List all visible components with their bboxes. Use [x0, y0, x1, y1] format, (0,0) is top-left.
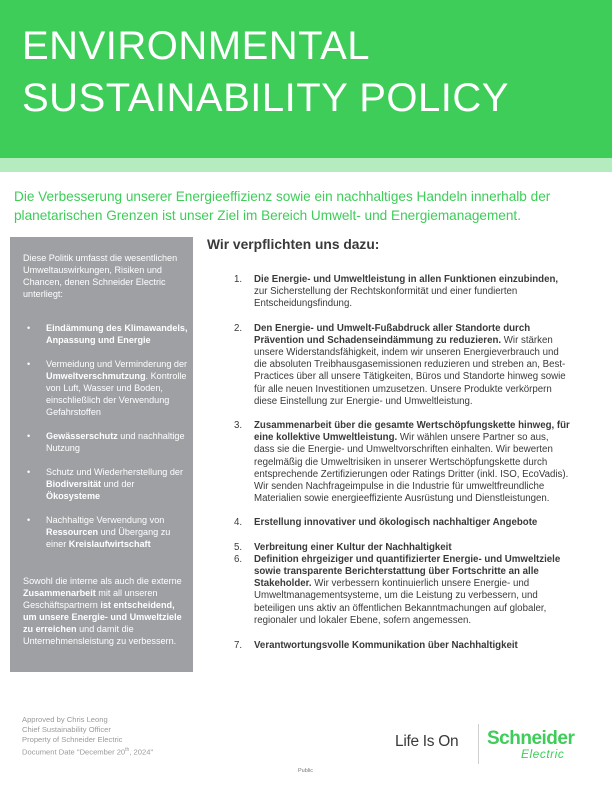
property-note: Property of Schneider Electric [22, 735, 123, 744]
header-banner [0, 0, 612, 158]
page-title-line2: SUSTAINABILITY POLICY [22, 76, 509, 120]
logo-word-schneider: Schneider [487, 728, 575, 749]
bullet-icon: • [27, 431, 31, 441]
approval-block [22, 715, 153, 758]
commitment-item: 7. Verantwortungsvolle Kommunikation über Nachhaltigkeit [234, 640, 518, 652]
commitment-item: 1. Die Energie- und Umweltleistung in allen Funktionen einzubinden, zur Sicherstellung der Rechtskonformität und einer fundierten Entscheidungsfindung. [234, 274, 559, 310]
commitments-list [234, 274, 570, 652]
scope-item-pollution: • Vermeidung und Verminderung der Umweltverschmutzung. Kontrolle von Luft, Wasser und Boden, einschließlich der Verwendung Gefahrstoffen [27, 359, 188, 417]
approver-role: Chief Sustainability Officer [22, 725, 111, 734]
sidebar-intro: Diese Politik umfasst die wesentlichen Umweltauswirkungen, Risiken und Chancen, denen Schneider Electric unterliegt: [23, 253, 178, 299]
sidebar-outro: Sowohl die interne als auch die externe Zusammenarbeit mit all unseren Geschäftspartnern ist entscheidend, um unsere Energie- und Umweltziele zu erreichen und damit die Unternehmensleistung zu verbessern. [23, 576, 182, 646]
commitments-heading: Wir verpflichten uns dazu: [207, 237, 380, 252]
scope-list [24, 322, 190, 562]
commitment-item: 6. Definition ehrgeiziger und quantifizierter Energie- und Umweltziele sowie transparente Berichterstattung über Fortschritte an alle Stakeholder. Wir verbessern kontinuierlich unsere Energie- und Umweltmanagementsysteme, um die Leistung zu verbessern, und beteiligen uns aktiv an öffentlichen Bekanntmachungen auf globaler, regionaler und lokaler Ebene, sofern angemessen. [234, 553, 561, 626]
bullet-icon: • [27, 467, 31, 477]
scope-item-water: • Gewässerschutz und nachhaltige Nutzung [27, 431, 185, 453]
classification-label: Public [298, 768, 313, 774]
intro-statement: Die Verbesserung unserer Energieeffizienz sowie ein nachhaltiges Handeln innerhalb der planetarischen Grenzen ist unser Ziel im Bereich Umwelt- und Energiemanagement. [14, 189, 551, 223]
logo-word-electric: Electric [521, 747, 565, 761]
approved-by: Approved by Chris Leong [22, 715, 108, 724]
bullet-icon: • [27, 359, 31, 369]
header-accent-strip [0, 158, 612, 172]
commitment-item: 4. Erstellung innovativer und ökologisch nachhaltiger Angebote [234, 517, 538, 529]
scope-item-climate: • Eindämmung des Klimawandels, Anpassung und Energie [27, 323, 188, 345]
schneider-electric-logo [487, 729, 574, 760]
scope-sidebar [10, 237, 193, 672]
commitment-item: 2. Den Energie- und Umwelt-Fußabdruck aller Standorte durch Prävention und Schadenseindämmung zu reduzieren. Wir stärken unsere Widerstandsfähigkeit, indem wir unseren Energieverbrauch und die absoluten Treibhausgasemissionen reduzieren und streben an, Best-Practices über all unsere Tätigkeiten, Büros und Standorte hinweg sowie für alle neuen Investitionen umzusetzen. Unsere Produkte verkörpern diese Einstellung zur Energie- und Umweltleistung. [234, 322, 566, 407]
bullet-icon: • [27, 515, 31, 525]
page-title-line1: ENVIRONMENTAL [22, 24, 371, 68]
life-is-on-tagline: Life Is On [395, 733, 459, 750]
logo-divider [478, 724, 479, 764]
bullet-icon: • [27, 323, 31, 333]
document-date: Document Date "December 20th, 2024" [22, 747, 154, 757]
commitment-item: 5. Verbreitung einer Kultur der Nachhaltigkeit [234, 541, 452, 553]
commitment-item: 3. Zusammenarbeit über die gesamte Wertschöpfungskette hinweg, für eine kollektive Umweltleistung. Wir wählen unsere Partner so aus, dass sie die Energie- und Umweltvorschriften einhalten. Wir bewerten regelmäßig die Umweltrisiken in unserer Wertschöpfungskette durch entsprechende Zertifizierungen oder Ratings Dritter (inkl. ISO, EcoVadis). Wir senden Nachfrageimpulse in die Industrie für umweltfreundliche Materialien sowie energieeffiziente Ausrüstung und Dienstleistungen. [234, 420, 570, 505]
scope-item-biodiversity: • Schutz und Wiederherstellung der Biodiversität und der Ökosysteme [27, 467, 183, 501]
scope-item-resources: • Nachhaltige Verwendung von Ressourcen und Übergang zu einer Kreislaufwirtschaft [27, 515, 171, 549]
